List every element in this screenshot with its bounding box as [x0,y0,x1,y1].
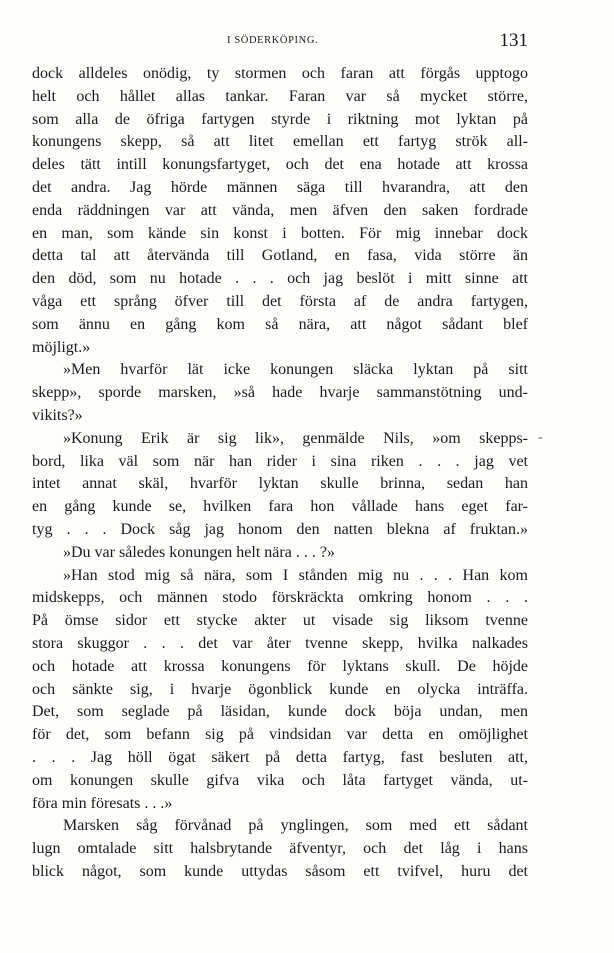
text-line: »Konung Erik är sig lik», genmälde Nils, »om skepps- [63,429,528,447]
text-line: »Men hvarför lät icke konungen släcka lyktan på sitt [63,361,528,379]
text-line: detta tal att återvända till Gotland, en fasa, vida större än [32,247,528,265]
text-line: en man, som kände sin konst i botten. För mig innebar dock [32,224,528,242]
text-line: om konungen skulle gifva vika och låta fartyget vända, ut- [32,771,528,789]
text-line: skepp», sporde marsken, »så hade hvarje sammanstötning und- [32,384,528,402]
text-line: midskepps, och männen stodo förskräckta omkring honom . . . [32,589,528,607]
text-line: enda räddningen var att vända, men äfven den saken fordrade [32,201,528,219]
page-header [32,30,528,54]
text-line: Marsken såg förvånad på ynglingen, som med ett sådant [63,817,528,835]
text-line: som alla de öfriga fartygen styrde i riktning mot lyktan på [32,110,528,128]
page-number: 131 [499,30,528,51]
text-line: På ömse sidor ett stycke akter ut visade sig liksom tvenne [32,612,528,630]
text-line: föra min föresats . . .» [32,794,173,812]
running-head: I SÖDERKÖPING. [227,35,319,46]
text-line: stora skuggor . . . det var åter tvenne skepp, hvilka nalkades [32,634,528,652]
text-line: . . . Jag höll ögat säkert på detta fartyg, fast besluten att, [32,748,528,766]
text-line: bord, lika väl som när han rider i sina riken . . . jag vet [32,452,528,470]
body-text [32,63,528,884]
text-line: helt och hållet allas tankar. Faran var så mycket större, [32,87,528,105]
text-line: och sänkte sig, i hvarje ögonblick kunde en olycka inträffa. [32,680,528,698]
text-line: deles tätt intill konungsfartyget, och det ena hotade att krossa [32,156,528,174]
text-line: »Du var således konungen helt nära . . . ?» [63,543,335,561]
text-line: våga ett språng öfver till det första af de andra fartygen, [32,292,528,310]
text-line: dock alldeles onödig, ty stormen och faran att förgås upptogo [32,65,528,82]
text-line: möjligt.» [32,338,91,356]
text-line: det andra. Jag hörde männen säga till hvarandra, att den [32,178,528,196]
text-line: »Han stod mig så nära, som I stånden mig nu . . . Han kom [63,566,528,584]
text-line: den död, som nu hotade . . . och jag beslöt i mitt sinne att [32,270,528,288]
text-line: vikits?» [32,406,83,424]
text-line: blick något, som kunde uttydas såsom ett tvifvel, huru det [32,862,528,880]
text-line: Det, som seglade på läsidan, kunde dock böja undan, men [32,703,528,721]
text-line: en gång kunde se, hvilken fara hon vållade hans eget far- [32,498,528,516]
text-line: konungens skepp, så att litet emellan ett fartyg strök all- [32,133,528,151]
text-line: intet annat skäl, hvarför lyktan skulle brinna, sedan han [32,475,528,493]
text-line: och hotade att krossa konungens för lyktans skull. De höjde [32,657,528,675]
text-line: för det, som befann sig på vindsidan var detta en omöjlighet [32,726,528,744]
text-line: tyg . . . Dock såg jag honom den natten blekna af fruktan.» [32,520,528,538]
margin-mark: - [538,430,543,445]
text-line: som ännu en gång kom så nära, att något sådant blef [32,315,528,333]
text-line: lugn omtalade sitt halsbrytande äfventyr, och det låg i hans [32,840,528,858]
